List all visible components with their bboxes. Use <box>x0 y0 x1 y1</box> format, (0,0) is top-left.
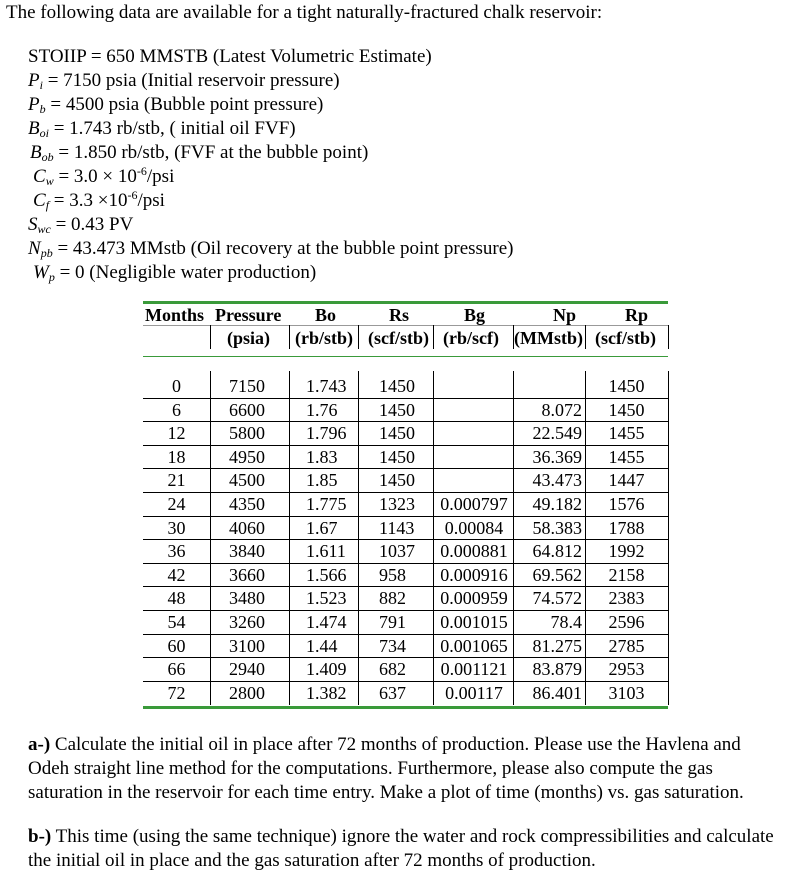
cell-pressure: 6600 <box>229 399 265 420</box>
cell-rp: 1992 <box>608 541 645 562</box>
cell-months: 21 <box>167 470 186 491</box>
unit-bo: (rb/stb) <box>295 328 353 348</box>
cell-pressure: 4950 <box>229 446 265 467</box>
cell-np: 64.812 <box>532 541 582 562</box>
cell-bo: 1.566 <box>306 564 347 585</box>
cell-months: 60 <box>167 635 186 656</box>
cell-pressure: 7150 <box>229 376 265 396</box>
cell-bg <box>435 375 513 398</box>
cell-rs: 958 <box>379 564 406 585</box>
column-rule <box>210 371 211 705</box>
header-column-rule <box>210 325 211 349</box>
header-np: Np <box>553 305 577 325</box>
cell-months: 54 <box>167 612 186 632</box>
cell-pressure: 3100 <box>229 635 265 656</box>
param-pi: $P_i = 7150$ psia (Initial reservoir pressure) <box>28 70 340 92</box>
header-column-rule <box>289 325 290 349</box>
cell-rp: 2158 <box>608 564 645 585</box>
param-stoiip: STOIIP = 650 MMSTB (Latest Volumetric Estimate) <box>28 46 432 67</box>
cell-np: 74.572 <box>532 588 582 609</box>
cell-rs: 1450 <box>379 376 415 396</box>
cell-rp: 2383 <box>608 588 645 609</box>
question-a: a-) Calculate the initial oil in place after 72 months of production. Please use the Havlena and Odeh straight line method for the computations. Furthermore, please also compute the gas saturation in the reservoir for each time entry. Make a plot of time (months) vs. gas saturation. <box>28 734 744 803</box>
unit-bg: (rb/scf) <box>443 328 499 348</box>
cell-bo: 1.382 <box>306 682 347 703</box>
param-npb: $N_{pb} = 43.473$ MMstb (Oil recovery at the bubble point pressure) <box>28 238 514 260</box>
cell-pressure: 4500 <box>229 470 265 491</box>
param-cf: $C_f = 3.3 \times 10^{-6}/psi$ <box>33 188 165 212</box>
cell-months: 66 <box>167 659 186 680</box>
header-rp: Rp <box>625 305 649 325</box>
cell-bg: 0.000881 <box>440 541 508 562</box>
cell-rs: 791 <box>379 612 406 632</box>
cell-bg <box>435 399 513 422</box>
cell-bo: 1.44 <box>306 635 338 656</box>
cell-bg: 0.000797 <box>440 494 508 514</box>
cell-bo: 1.76 <box>306 399 338 420</box>
header-sub-rule <box>143 325 668 326</box>
unit-np: (MMstb) <box>514 328 583 348</box>
column-rule <box>289 371 290 705</box>
cell-rp: 2785 <box>608 635 645 656</box>
cell-months: 24 <box>167 494 186 514</box>
cell-rs: 1450 <box>379 423 415 444</box>
cell-np: 43.473 <box>532 470 582 491</box>
param-bob: $B_{ob} = 1.850$ rb/stb, (FVF at the bubble point) <box>30 142 369 164</box>
cell-pressure: 2940 <box>229 659 265 680</box>
header-bg: Bg <box>464 305 486 325</box>
cell-np: 83.879 <box>532 659 582 680</box>
cell-rp: 1455 <box>608 446 645 467</box>
cell-rp: 1450 <box>608 376 645 396</box>
cell-bg: 0.001015 <box>440 612 508 632</box>
cell-months: 6 <box>172 399 181 420</box>
header-bo: Bo <box>315 305 337 325</box>
param-pb: $P_b = 4500$ psia (Bubble point pressure) <box>28 94 324 116</box>
cell-rp: 1447 <box>608 470 645 491</box>
cell-bg <box>435 446 513 469</box>
cell-bo: 1.796 <box>306 423 347 444</box>
cell-months: 18 <box>167 446 186 467</box>
cell-rs: 1323 <box>379 494 415 514</box>
cell-rs: 882 <box>379 588 406 609</box>
cell-np: 36.369 <box>532 446 582 467</box>
cell-bo: 1.523 <box>306 588 347 609</box>
cell-np: 86.401 <box>532 682 582 703</box>
cell-np: 22.549 <box>532 423 582 444</box>
cell-rp: 1576 <box>608 494 645 514</box>
unit-rp: (scf/stb) <box>595 328 656 348</box>
cell-np: 8.072 <box>541 399 582 420</box>
column-rule <box>585 371 586 705</box>
cell-np: 81.275 <box>532 635 582 656</box>
cell-rp: 2596 <box>608 612 645 632</box>
table-bottom-rule <box>143 706 668 709</box>
cell-bo: 1.409 <box>306 659 347 680</box>
cell-rs: 1450 <box>379 470 415 491</box>
column-rule <box>668 371 669 705</box>
cell-bg: 0.000916 <box>440 564 508 585</box>
column-rule <box>433 371 434 705</box>
cell-bg <box>435 469 513 492</box>
cell-np: 58.383 <box>532 517 582 538</box>
cell-rs: 637 <box>379 682 406 703</box>
cell-pressure: 4060 <box>229 517 265 538</box>
cell-bg: 0.00117 <box>445 682 503 703</box>
cell-months: 30 <box>167 517 186 538</box>
cell-bg: 0.001065 <box>440 635 508 656</box>
param-swc: $S_{wc} = 0.43$ PV <box>28 214 134 236</box>
cell-bo: 1.743 <box>306 376 347 396</box>
cell-rp: 3103 <box>608 682 645 703</box>
intro-text: The following data are available for a tight naturally-fractured chalk reservoir: <box>6 2 603 23</box>
header-column-rule <box>433 325 434 349</box>
cell-bo: 1.83 <box>306 446 338 467</box>
column-rule <box>358 371 359 705</box>
table-top-rule <box>143 301 668 304</box>
cell-rp: 1455 <box>608 423 645 444</box>
unit-rs: (scf/stb) <box>368 328 429 348</box>
cell-np <box>514 375 582 398</box>
cell-pressure: 2800 <box>229 682 265 703</box>
param-cw: $C_w = 3.0 \times 10^{-6}/psi$ <box>33 164 175 188</box>
param-wp: $W_p = 0$ (Negligible water production) <box>33 262 317 284</box>
param-boi: $B_{oi} = 1.743$ rb/stb, ( initial oil FVF) <box>28 118 296 140</box>
cell-bg <box>435 422 513 445</box>
cell-months: 36 <box>167 541 186 562</box>
cell-bo: 1.611 <box>306 541 346 562</box>
cell-rp: 2953 <box>608 659 645 680</box>
cell-bo: 1.775 <box>306 494 347 514</box>
cell-rs: 1450 <box>379 399 415 420</box>
cell-pressure: 3480 <box>229 588 265 609</box>
cell-np: 49.182 <box>532 494 582 514</box>
cell-bo: 1.85 <box>306 470 338 491</box>
question-b: b-) This time (using the same technique) ignore the water and rock compressibilities and calculate the initial oil in place and the gas saturation after 72 months of production. <box>28 826 774 871</box>
cell-rs: 1143 <box>379 517 415 538</box>
cell-bo: 1.67 <box>306 517 338 538</box>
header-column-rule <box>358 325 359 349</box>
cell-pressure: 3660 <box>229 564 265 585</box>
unit-pressure: (psia) <box>227 328 271 348</box>
cell-pressure: 3840 <box>229 541 265 562</box>
cell-np: 69.562 <box>532 564 582 585</box>
cell-bg: 0.001121 <box>440 659 508 680</box>
cell-months: 42 <box>167 564 186 585</box>
header-rs: Rs <box>389 305 410 325</box>
cell-rs: 734 <box>379 635 406 656</box>
cell-months: 72 <box>167 682 186 703</box>
cell-bg: 0.00084 <box>444 517 504 538</box>
cell-rp: 1788 <box>608 517 645 538</box>
cell-rp: 1450 <box>608 399 645 420</box>
header-pressure: Pressure <box>215 305 282 325</box>
cell-rs: 682 <box>379 659 406 680</box>
cell-bo: 1.474 <box>306 612 347 632</box>
header-months: Months <box>145 305 205 325</box>
header-column-rule <box>513 325 514 349</box>
cell-bg: 0.000959 <box>440 588 508 609</box>
table-header-rule <box>143 356 668 357</box>
cell-np: 78.4 <box>550 612 582 632</box>
cell-months: 12 <box>167 423 186 444</box>
cell-pressure: 3260 <box>229 612 265 632</box>
cell-rs: 1037 <box>379 541 415 562</box>
cell-rs: 1450 <box>379 446 415 467</box>
cell-months: 0 <box>172 376 181 396</box>
cell-months: 48 <box>167 588 186 609</box>
header-column-rule <box>585 325 586 349</box>
cell-pressure: 4350 <box>229 494 265 514</box>
cell-pressure: 5800 <box>229 423 265 444</box>
header-column-rule <box>668 325 669 349</box>
